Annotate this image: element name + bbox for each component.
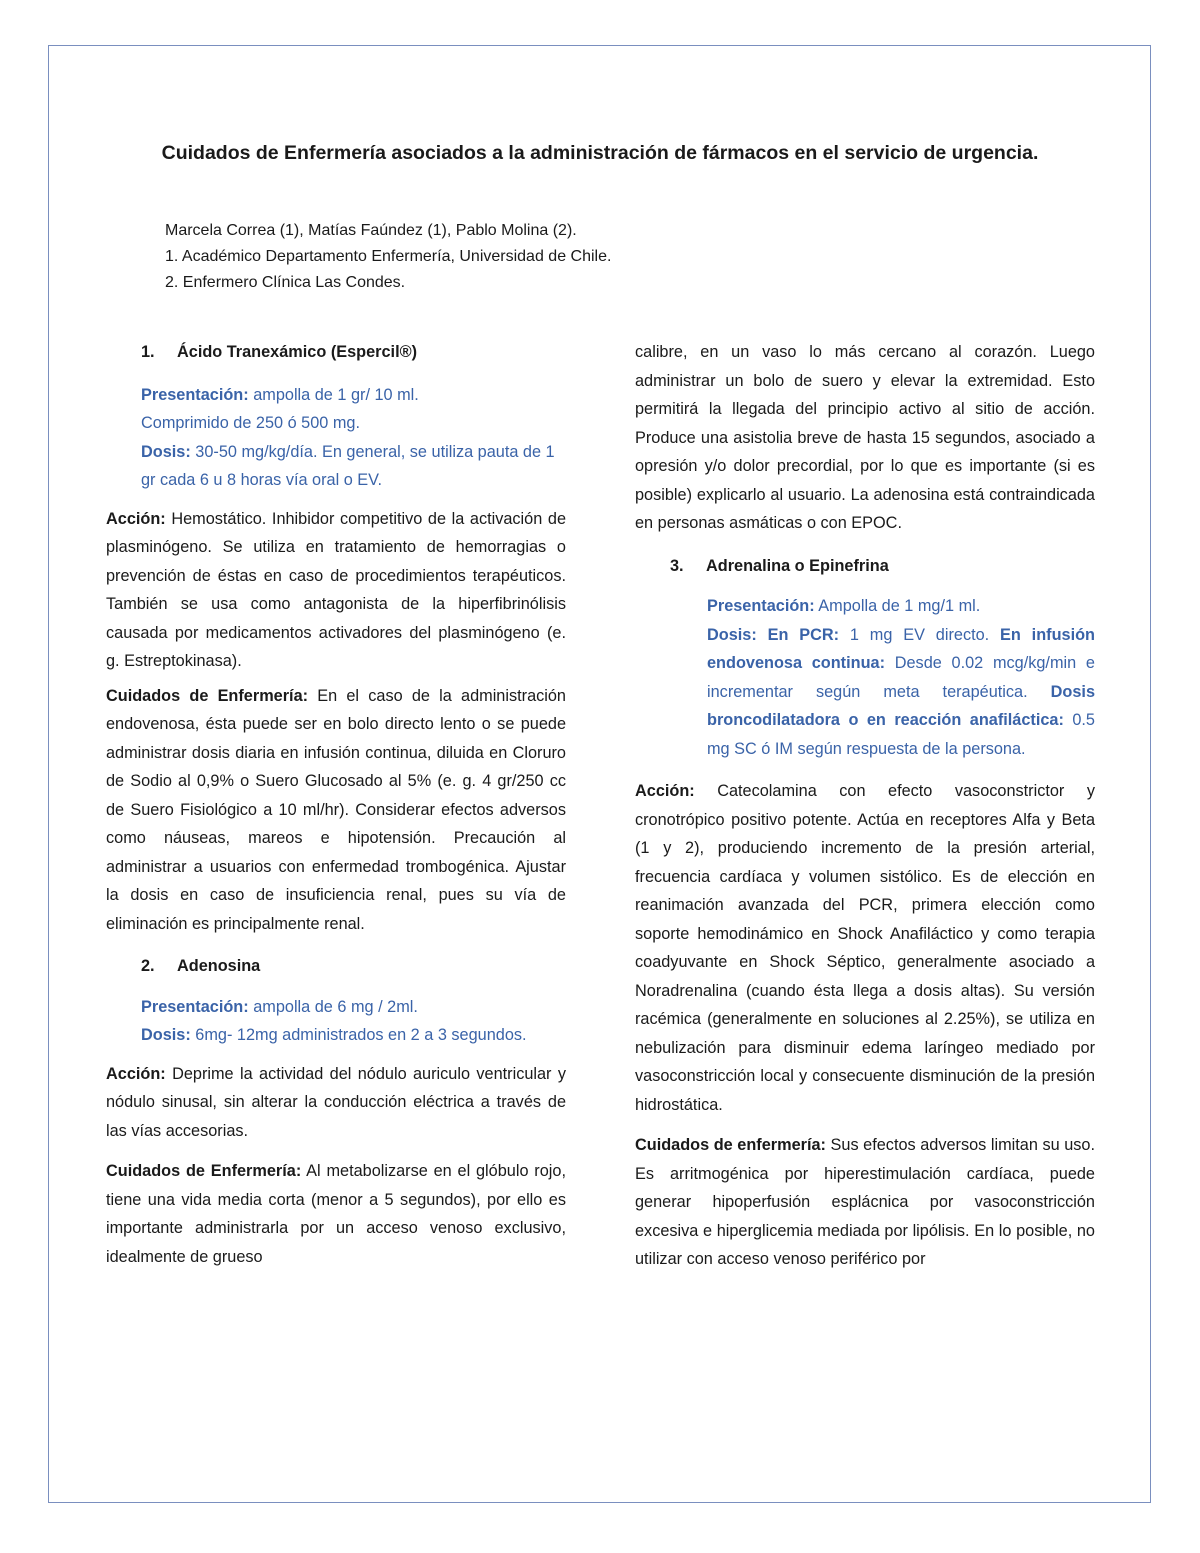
- section-1-cuidados: [106, 682, 566, 939]
- s3-accion-text: Catecolamina con efecto vasoconstrictor y cronotrópico positivo potente. Actúa en receptores Alfa y Beta (1 y 2), produciendo incremento de la presión arterial, frecuencia cardíaca y volumen sistólico. Es de elección en reanimación avanzada del PCR, primera elección como soporte hemodinámico en Shock Anafiláctico y como terapia coadyuvante en Shock Séptico, generalmente asociado a Noradrenalina (cuando ésta llega a dosis altas). Su versión racémica (generalmente en soluciones al 2.25%), se utiliza en nebulización para disminuir edema laríngeo mediado por vasoconstricción local y consecuente disminución de la presión hidrostática.: [635, 782, 1095, 1114]
- s3-dosis-label: Dosis: En PCR:: [707, 625, 840, 644]
- section-1-heading: [106, 338, 566, 367]
- section-1-number: 1.: [141, 343, 155, 361]
- s1-accion-text: Hemostático. Inhibidor competitivo de la activación de plasminógeno. Se utiliza en tratamiento de hemorragias o prevención de éstas en caso de procedimientos terapéuticos. También se usa como antagonista de la hiperfibrinólisis causada por medicamentos activadores del plasminógeno (e. g. Estreptokinasa).: [106, 509, 566, 670]
- s3-accion-label: Acción:: [635, 782, 695, 800]
- s1-dosis-text: 30-50 mg/kg/día. En general, se utiliza pauta de 1 gr cada 6 u 8 horas vía oral o EV.: [141, 442, 555, 489]
- section-2-title: Adenosina: [177, 957, 261, 975]
- s2-accion-label: Acción:: [106, 1064, 166, 1083]
- s1-cuidados-label: Cuidados de Enfermería:: [106, 686, 309, 705]
- s2-dosis-label: Dosis:: [141, 1026, 191, 1044]
- section-3-number: 3.: [670, 556, 684, 575]
- affiliation-2: 2. Enfermero Clínica Las Condes.: [165, 274, 406, 291]
- s1-pres-label: Presentación:: [141, 385, 249, 404]
- s2-cuidados-label: Cuidados de Enfermería:: [106, 1162, 302, 1180]
- authors-block: [165, 218, 965, 296]
- s1-cuidados-text: En el caso de la administración endovenosa, ésta puede ser en bolo directo lento o se puede administrar dosis diaria en infusión continua, diluida en Cloruro de Sodio al 0,9% o Suero Glucosado al 5% (e. g. 4 gr/250 cc de Suero Fisiológico a 10 ml/hr). Considerar efectos adversos como náuseas, mareos e hipotensión. Precaución al administrar a usuarios con enfermedad trombogénica. Ajustar la dosis en caso de insuficiencia renal, pues su vía de eliminación es principalmente renal.: [106, 686, 566, 933]
- section-3-cuidados: [635, 1131, 1095, 1274]
- right-column: [635, 338, 1095, 1274]
- section-2-cuidados: [106, 1157, 566, 1271]
- s3-cuidados-label: Cuidados de enfermería:: [635, 1136, 826, 1154]
- affiliation-1: 1. Académico Departamento Enfermería, Universidad de Chile.: [165, 248, 612, 265]
- section-1-accion: [106, 505, 566, 676]
- section-2-heading: [106, 952, 566, 981]
- s3-pres-text: Ampolla de 1 mg/1 ml.: [814, 597, 981, 615]
- section-3-accion: [635, 777, 1095, 1119]
- s3-dosis-t1: 1 mg EV directo.: [839, 625, 1001, 644]
- s2-pres-text: ampolla de 6 mg / 2ml.: [248, 997, 418, 1016]
- s2-cuidados-text: Al metabolizarse en el glóbulo rojo, tiene una vida media corta (menor a 5 segundos), por ello es importante administrarla por un acceso venoso exclusivo, idealmente de grueso: [106, 1162, 566, 1266]
- s2-dosis-text: 6mg- 12mg administrados en 2 a 3 segundos.: [190, 1026, 527, 1044]
- s2-accion-text: Deprime la actividad del nódulo auriculo ventricular y nódulo sinusal, sin alterar la conducción eléctrica a través de las vías accesorias.: [106, 1064, 566, 1140]
- s1-accion-label: Acción:: [106, 509, 166, 528]
- s3-pres-label: Presentación:: [707, 597, 815, 615]
- left-column: [106, 338, 566, 1271]
- section-3-title: Adrenalina o Epinefrina: [706, 556, 889, 575]
- s3-dosis-t2: Desde 0.02 mcg/kg/min e incrementar según meta terapéutica.: [707, 654, 1095, 701]
- s1-pres-text: ampolla de 1 gr/ 10 ml.: [248, 385, 419, 404]
- section-2-presentation: [106, 993, 566, 1050]
- section-2-continuation: calibre, en un vaso lo más cercano al corazón. Luego administrar un bolo de suero y elevar la extremidad. Esto permitirá la llegada del principio activo al sitio de acción. Produce una asistolia breve de hasta 15 segundos, asociado a opresión y/o dolor precordial, por lo que es importante (si es posible) explicarlo al usuario. La adenosina está contraindicada en personas asmáticas o con EPOC.: [635, 343, 1095, 532]
- section-3-presentation: [635, 592, 1095, 763]
- s1-pres-line2: Comprimido de 250 ó 500 mg.: [141, 414, 361, 432]
- s3-dosis-t3: 0.5 mg SC ó IM según respuesta de la persona.: [707, 711, 1095, 758]
- s1-dosis-label: Dosis:: [141, 442, 191, 461]
- s3-infusion-label: En infusión endovenosa continua:: [707, 625, 1095, 672]
- author-names: Marcela Correa (1), Matías Faúndez (1), Pablo Molina (2).: [165, 222, 577, 239]
- section-1-presentation: [106, 381, 566, 495]
- section-1-title: Ácido Tranexámico (Espercil®): [177, 343, 418, 361]
- s3-bronco-label: Dosis broncodilatadora o en reacción anafiláctica:: [707, 682, 1095, 729]
- section-3-heading: [635, 552, 1095, 581]
- s2-pres-label: Presentación:: [141, 997, 249, 1016]
- document-title: Cuidados de Enfermería asociados a la administración de fármacos en el servicio de urgencia.: [161, 142, 1039, 164]
- s3-cuidados-text: Sus efectos adversos limitan su uso. Es arritmogénica por hiperestimulación cardíaca, puede generar hipoperfusión esplácnica por vasoconstricción excesiva e hiperglicemia mediada por lipólisis. En lo posible, no utilizar con acceso venoso periférico por: [635, 1136, 1095, 1268]
- section-2-accion: [106, 1060, 566, 1146]
- section-2-number: 2.: [141, 957, 155, 975]
